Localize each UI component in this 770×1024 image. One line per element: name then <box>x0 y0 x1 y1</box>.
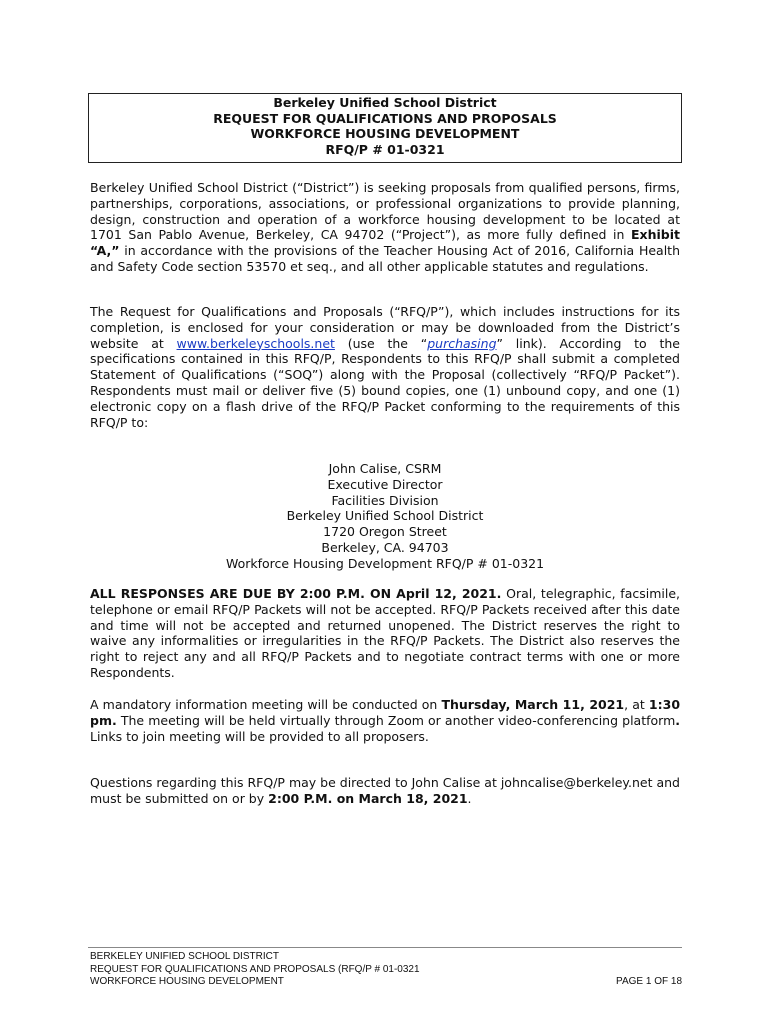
address-division: Facilities Division <box>331 492 439 508</box>
website-link[interactable]: www.berkeleyschools.net <box>176 335 335 351</box>
meeting-date: Thursday, March 11, 2021 <box>441 697 625 712</box>
footer-request: REQUEST FOR QUALIFICATIONS AND PROPOSALS (RFQ/P # 01-0321 <box>90 963 420 975</box>
address-street: 1720 Oregon Street <box>323 524 447 540</box>
rfqp-paragraph: The Request for Qualifications and Proposals (“RFQ/P”), which includes instructions for its completion, is enclosed for your consideration or may be downloaded from the District’s website at www.berkeleyschools.net (use the “purchasing” link). According to the specifications contained in this RFQ/P, Respondents to this RFQ/P shall submit a completed Statement of Qualifications (“SOQ”) along with the Proposal (collectively “RFQ/P Packet”). Respondents must mail or deliver five (5) bound copies, one (1) unbound copy, and one (1) electronic copy on a flash drive of the RFQ/P Packet conforming to the requirements of this RFQ/P to: <box>90 304 680 430</box>
address-name: John Calise, CSRM <box>328 461 442 476</box>
meeting-paragraph: A mandatory information meeting will be conducted on Thursday, March 11, 2021, at 1:30 pm. The meeting will be held virtually through Zoom or another video-conferencing platform. Links to join meeting will be provided to all proposers. <box>90 697 681 744</box>
address-title: Executive Director <box>327 476 443 492</box>
address-reference: Workforce Housing Development RFQ/P # 01-0321 <box>225 555 545 571</box>
questions-deadline: 2:00 P.M. on March 18, 2021 <box>268 790 468 806</box>
purchasing-link[interactable]: purchasing <box>427 335 497 351</box>
mailing-address <box>90 461 680 572</box>
page-number: PAGE 1 OF 18 <box>616 976 682 988</box>
title-district: Berkeley Unified School District <box>273 95 497 110</box>
footer-district: BERKELEY UNIFIED SCHOOL DISTRICT <box>90 951 279 962</box>
title-request: REQUEST FOR QUALIFICATIONS AND PROPOSALS <box>213 110 557 126</box>
questions-paragraph: Questions regarding this RFQ/P may be directed to John Calise at johncalise@berkeley.net and must be submitted on or by 2:00 P.M. on March 18, 2021. <box>90 775 680 806</box>
title-rfq-number: RFQ/P # 01-0321 <box>325 141 445 157</box>
title-project: WORKFORCE HOUSING DEVELOPMENT <box>250 126 520 141</box>
footer-project: WORKFORCE HOUSING DEVELOPMENT <box>90 976 284 988</box>
exhibit-a-reference: Exhibit “A,” <box>90 227 680 259</box>
footer-divider <box>88 947 682 948</box>
intro-paragraph: Berkeley Unified School District (“District”) is seeking proposals from qualified persons, firms, partnerships, corporations, associations, or professional organizations to provide planning, design, construction and operation of a workforce housing development to be located at 1701 San Pablo Avenue, Berkeley, CA 94702 (“Project”), as more fully defined in Exhibit “A,” in accordance with the provisions of the Teacher Housing Act of 2016, California Health and Safety Code section 53570 et seq., and all other applicable statutes and regulations. <box>90 180 680 274</box>
due-date-statement: ALL RESPONSES ARE DUE BY 2:00 P.M. ON April 12, 2021. <box>90 586 502 601</box>
address-org: Berkeley Unified School District <box>286 508 484 524</box>
address-city: Berkeley, CA. 94703 <box>321 539 449 555</box>
meeting-time: 1:30 pm. <box>90 697 681 728</box>
due-date-paragraph: ALL RESPONSES ARE DUE BY 2:00 P.M. ON April 12, 2021. Oral, telegraphic, facsimile, telephone or email RFQ/P Packets will not be accepted. RFQ/P Packets received after this date and time will not be accepted and returned unopened. The District reserves the right to waive any informalities or irregularities in the RFQ/P Packets. The District also reserves the right to reject any and all RFQ/P Packets and to negotiate contract terms with one or more Respondents. <box>90 586 681 680</box>
page-footer <box>90 951 682 989</box>
title-box <box>88 93 682 163</box>
